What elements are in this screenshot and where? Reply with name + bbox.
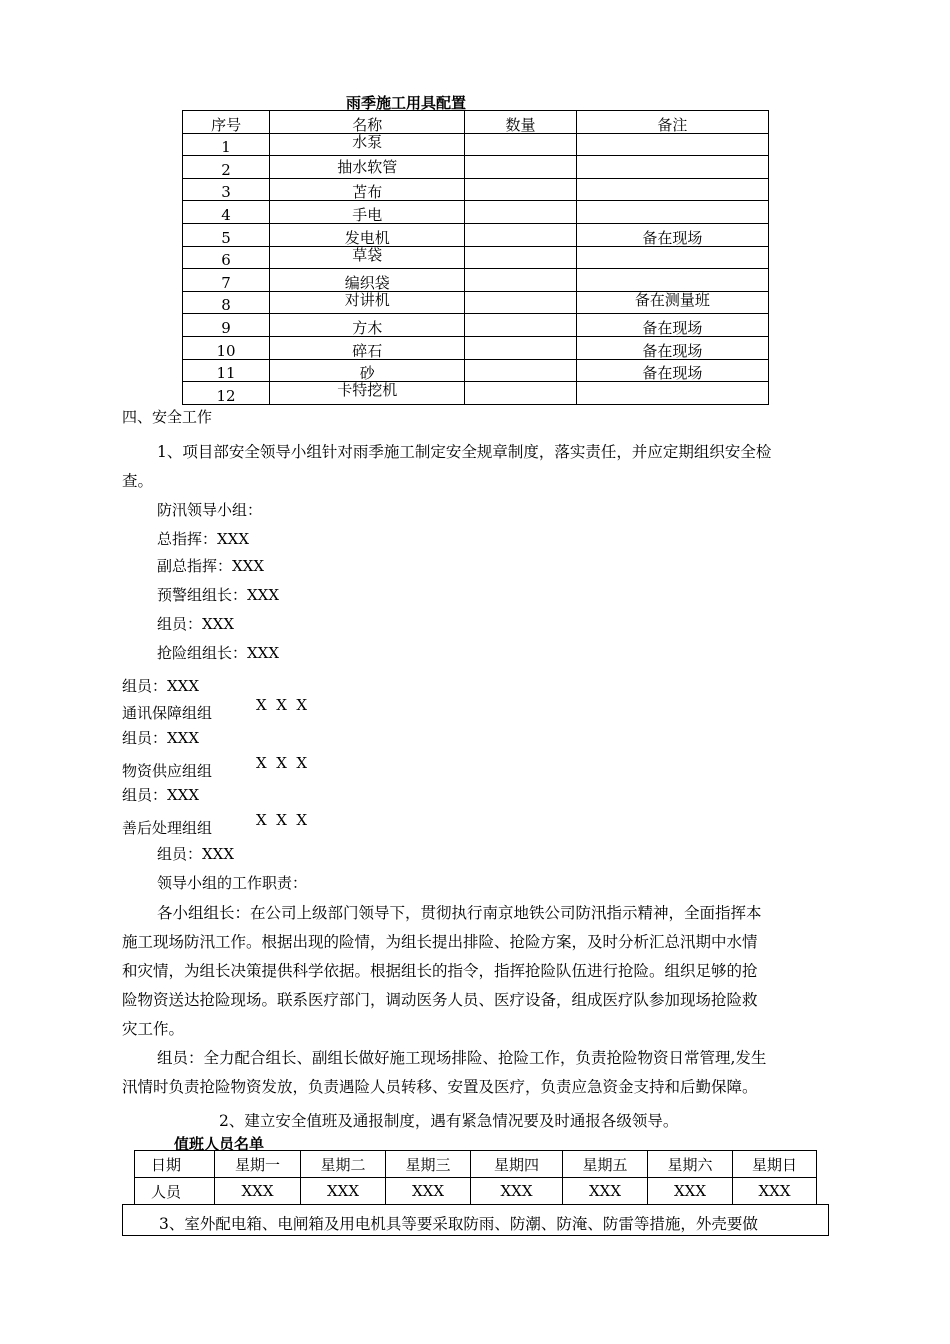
cell-note — [576, 201, 768, 224]
cell-note: 备在测量班 — [576, 291, 768, 314]
cell-name: 编织袋 — [270, 269, 465, 292]
vice-commander: 副总指挥：XXX — [157, 557, 265, 575]
duty-roster-table — [134, 1150, 817, 1205]
cell-name: 方木 — [270, 314, 465, 337]
header-note: 备注 — [576, 111, 768, 134]
cell-no: 12 — [183, 382, 270, 405]
supply-leader-name: X X X — [256, 754, 308, 772]
item3: 3、室外配电箱、电闸箱及用电机具等要采取防雨、防潮、防淹、防雷等措施，外壳要做 — [159, 1215, 758, 1233]
cell-name: 卡特挖机 — [270, 382, 465, 405]
table-row — [183, 133, 769, 156]
duty-table-title: 值班人员名单 — [174, 1135, 265, 1153]
leaders-duty-line: 险物资送达抢险现场。联系医疗部门，调动医务人员、医疗设备，组成医疗队参加现场抢险救 — [122, 991, 758, 1009]
day-cell: 星期一 — [215, 1151, 301, 1178]
person-cell: XXX — [648, 1178, 733, 1205]
person-cell: XXX — [215, 1178, 301, 1205]
cell-qty — [465, 291, 576, 314]
rescue-member: 组员：XXX — [122, 677, 200, 695]
cell-note — [576, 133, 768, 156]
comm-leader-label: 通讯保障组组 — [122, 704, 213, 722]
commander: 总指挥：XXX — [157, 530, 250, 548]
leaders-duty-line: 和灾情，为组长决策提供科学依据。根据组长的指令，指挥抢险队伍进行抢险。组织足够的抢 — [122, 962, 758, 980]
cell-note — [576, 246, 768, 269]
cell-qty — [465, 178, 576, 201]
item1-line1: 1、项目部安全领导小组针对雨季施工制定安全规章制度，落实责任，并应定期组织安全检 — [157, 443, 772, 461]
person-cell: XXX — [471, 1178, 563, 1205]
cell-note: 备在现场 — [576, 336, 768, 359]
person-label: 人员 — [135, 1178, 215, 1205]
leaders-duty-line: 各小组组长：在公司上级部门领导下，贯彻执行南京地铁公司防汛指示精神，全面指挥本 — [157, 904, 762, 922]
supply-member: 组员：XXX — [122, 786, 200, 804]
date-label: 日期 — [135, 1151, 215, 1178]
cell-qty — [465, 156, 576, 179]
person-cell: XXX — [386, 1178, 471, 1205]
person-cell: XXX — [733, 1178, 817, 1205]
table-row — [183, 178, 769, 201]
members-duty-line: 组员：全力配合组长、副组长做好施工现场排险、抢险工作，负责抢险物资日常管理,发生 — [157, 1049, 767, 1067]
cell-note: 备在现场 — [576, 223, 768, 246]
cell-name: 抽水软管 — [270, 156, 465, 179]
supply-leader-label: 物资供应组组 — [122, 762, 213, 780]
table-row — [183, 336, 769, 359]
cell-name: 发电机 — [270, 223, 465, 246]
aftermath-leader-name: X X X — [256, 811, 308, 829]
comm-member: 组员：XXX — [122, 729, 200, 747]
cell-note: 备在现场 — [576, 359, 768, 382]
tool-table-title: 雨季施工用具配置 — [346, 94, 467, 112]
duty-heading: 领导小组的工作职责： — [157, 874, 308, 892]
cell-no: 1 — [183, 133, 270, 156]
leaders-duty-line: 施工现场防汛工作。根据出现的险情，为组长提出排险、抢险方案，及时分析汇总汛期中水情 — [122, 933, 758, 951]
person-cell: XXX — [563, 1178, 648, 1205]
cell-note — [576, 269, 768, 292]
cell-no: 4 — [183, 201, 270, 224]
table-row — [183, 359, 769, 382]
cell-qty — [465, 223, 576, 246]
day-cell: 星期三 — [386, 1151, 471, 1178]
tool-config-table — [182, 110, 769, 405]
aftermath-leader-label: 善后处理组组 — [122, 819, 213, 837]
comm-leader-name: X X X — [256, 696, 308, 714]
item1-line2: 查。 — [122, 472, 154, 490]
table-header-row — [135, 1151, 817, 1178]
cell-no: 5 — [183, 223, 270, 246]
table-row — [135, 1178, 817, 1205]
person-cell: XXX — [301, 1178, 386, 1205]
header-name: 名称 — [270, 111, 465, 134]
rescue-leader: 抢险组组长：XXX — [157, 644, 280, 662]
day-cell: 星期日 — [733, 1151, 817, 1178]
cell-note — [576, 178, 768, 201]
section-heading: 四、安全工作 — [122, 408, 213, 426]
cell-no: 8 — [183, 291, 270, 314]
table-row — [183, 156, 769, 179]
header-qty: 数量 — [465, 111, 576, 134]
table-row — [183, 201, 769, 224]
members-duty-line: 汛情时负责抢险物资发放，负责遇险人员转移、安置及医疗，负责应急资金支持和后勤保障。 — [122, 1078, 758, 1096]
table-row — [183, 223, 769, 246]
table-row — [183, 314, 769, 337]
cell-no: 2 — [183, 156, 270, 179]
cell-qty — [465, 314, 576, 337]
cell-no: 7 — [183, 269, 270, 292]
warning-leader: 预警组组长：XXX — [157, 586, 280, 604]
day-cell: 星期四 — [471, 1151, 563, 1178]
cell-name: 碎石 — [270, 336, 465, 359]
cell-no: 11 — [183, 359, 270, 382]
cell-note — [576, 382, 768, 405]
table-row — [183, 246, 769, 269]
table-row — [183, 269, 769, 292]
table-row — [183, 291, 769, 314]
cell-name: 水泵 — [270, 133, 465, 156]
table-header-row — [183, 111, 769, 134]
cell-name: 苫布 — [270, 178, 465, 201]
cell-name: 砂 — [270, 359, 465, 382]
cell-qty — [465, 246, 576, 269]
cell-name: 手电 — [270, 201, 465, 224]
cell-no: 3 — [183, 178, 270, 201]
day-cell: 星期二 — [301, 1151, 386, 1178]
cell-qty — [465, 359, 576, 382]
flood-group-title: 防汛领导小组： — [157, 501, 263, 519]
table-row — [183, 382, 769, 405]
header-no: 序号 — [183, 111, 270, 134]
cell-no: 9 — [183, 314, 270, 337]
cell-qty — [465, 382, 576, 405]
day-cell: 星期六 — [648, 1151, 733, 1178]
leaders-duty-line: 灾工作。 — [122, 1020, 185, 1038]
item2: 2、建立安全值班及通报制度，遇有紧急情况要及时通报各级领导。 — [219, 1112, 679, 1130]
cell-qty — [465, 269, 576, 292]
cell-qty — [465, 336, 576, 359]
day-cell: 星期五 — [563, 1151, 648, 1178]
cell-qty — [465, 201, 576, 224]
cell-qty — [465, 133, 576, 156]
cell-no: 10 — [183, 336, 270, 359]
cell-no: 6 — [183, 246, 270, 269]
cell-name: 对讲机 — [270, 291, 465, 314]
cell-note: 备在现场 — [576, 314, 768, 337]
aftermath-member: 组员：XXX — [157, 845, 235, 863]
cell-name: 草袋 — [270, 246, 465, 269]
warning-member: 组员：XXX — [157, 615, 235, 633]
cell-note — [576, 156, 768, 179]
